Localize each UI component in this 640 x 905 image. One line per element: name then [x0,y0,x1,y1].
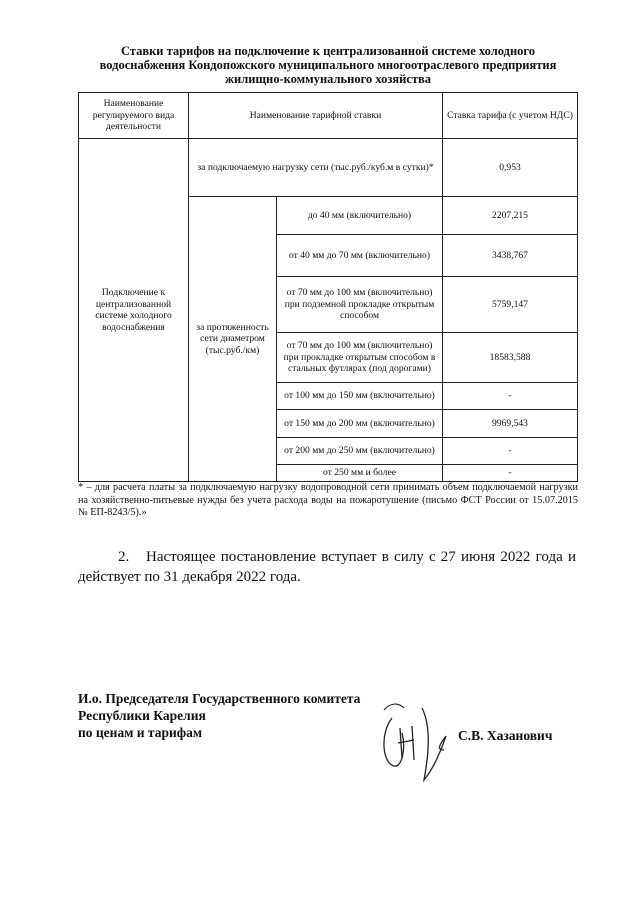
diameter-label: от 70 мм до 100 мм (включительно) при подземной прокладке открытым способом [277,277,443,333]
diameter-label: от 250 мм и более [277,465,443,482]
position-line: Республики Карелия [78,708,206,723]
handwritten-signature [372,688,462,788]
table-row [79,139,578,197]
header-rate-value: Ставка тарифа (с учетом НДС) [443,93,578,139]
diameter-value: - [443,465,578,482]
diameter-value: 18583,588 [443,333,578,383]
diameter-label: до 40 мм (включительно) [277,197,443,235]
signatory-name: С.В. Хазанович [458,728,553,743]
paragraph-2 [78,547,576,587]
length-rate-label: за протяженность сети диаметром (тыс.руб./км) [189,197,277,482]
diameter-label: от 150 мм до 200 мм (включительно) [277,410,443,438]
diameter-label: от 200 мм до 250 мм (включительно) [277,438,443,465]
diameter-value: 9969,543 [443,410,578,438]
diameter-value: 3438,767 [443,235,578,277]
diameter-label: от 70 мм до 100 мм (включительно) при прокладке открытым способом в стальных футлярах (под дорогами) [277,333,443,383]
diameter-label: от 40 мм до 70 мм (включительно) [277,235,443,277]
activity-cell: Подключение к централизованной системе холодного водоснабжения [79,139,189,482]
diameter-value: - [443,383,578,410]
load-rate-value: 0,953 [443,139,578,197]
paragraph-text: Настоящее постановление вступает в силу с 27 июня 2022 года и действует по 31 декабря 2022 года. [78,549,576,585]
diameter-value: 5759,147 [443,277,578,333]
signatory-position [78,690,418,741]
paragraph-number: 2. [118,549,130,565]
position-line: И.о. Председателя Государственного комитета [78,691,361,706]
table-title: Ставки тарифов на подключение к централизованной системе холодного водоснабжения Кондопожского муниципального многоотраслевого предприятия жилищно-коммунального хозяйства [99,44,557,86]
load-rate-label: за подключаемую нагрузку сети (тыс.руб./куб.м в сутки)* [189,139,443,197]
diameter-value: - [443,438,578,465]
diameter-value: 2207,215 [443,197,578,235]
footnote: * – для расчета платы за подключаемую нагрузку водопроводной сети принимать объем подключаемой нагрузки на хозяйственно-питьевые нужды без учета расхода воды на пожаротушение (письмо ФСТ России от 15.07.2015 № ЕП-8243/5).» [78,482,578,518]
header-activity: Наименование регулируемого вида деятельности [79,93,189,139]
tariff-table [78,92,578,482]
header-rate-name: Наименование тарифной ставки [189,93,443,139]
diameter-label: от 100 мм до 150 мм (включительно) [277,383,443,410]
position-line: по ценам и тарифам [78,725,203,740]
table-header-row [79,93,578,139]
